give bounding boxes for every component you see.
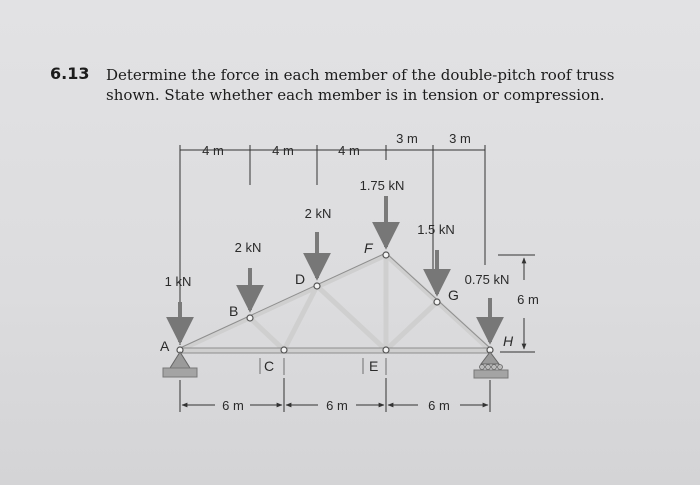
bottom-dim-label-1: 6 m bbox=[222, 398, 244, 413]
truss-members bbox=[180, 255, 490, 350]
node-label-d: D bbox=[295, 271, 306, 287]
load-arrows bbox=[180, 196, 490, 342]
problem-number: 6.13 bbox=[50, 64, 90, 83]
top-dim-label-2: 4 m bbox=[272, 143, 294, 158]
top-dim-label-5: 3 m bbox=[449, 131, 471, 146]
node-f bbox=[383, 252, 389, 258]
node-label-f: F bbox=[364, 240, 373, 256]
top-dimension-line bbox=[180, 145, 485, 345]
roller-support bbox=[474, 352, 508, 378]
problem-text-line-2: shown. State whether each member is in tension or compression. bbox=[106, 86, 605, 104]
node-label-b: B bbox=[229, 303, 239, 319]
top-dim-label-4: 3 m bbox=[396, 131, 418, 146]
bottom-dim-label-3: 6 m bbox=[428, 398, 450, 413]
load-label-a: 1 kN bbox=[164, 274, 192, 289]
top-dim-label-1: 4 m bbox=[202, 143, 224, 158]
load-label-g: 1.5 kN bbox=[417, 222, 455, 237]
node-label-c: C bbox=[264, 358, 275, 374]
node-label-g: G bbox=[448, 287, 459, 303]
node-e bbox=[383, 347, 389, 353]
node-g bbox=[434, 299, 440, 305]
pin-support bbox=[163, 352, 197, 377]
load-label-h: 0.75 kN bbox=[464, 272, 510, 287]
node-label-a: A bbox=[160, 338, 170, 354]
node-c bbox=[281, 347, 287, 353]
load-label-f: 1.75 kN bbox=[359, 178, 405, 193]
load-label-b: 2 kN bbox=[234, 240, 262, 255]
node-b bbox=[247, 315, 253, 321]
top-dim-label-3: 4 m bbox=[338, 143, 360, 158]
load-label-d: 2 kN bbox=[304, 206, 332, 221]
node-label-e: E bbox=[369, 358, 379, 374]
node-label-h: H bbox=[503, 333, 514, 349]
bottom-dim-label-2: 6 m bbox=[326, 398, 348, 413]
node-d bbox=[314, 283, 320, 289]
height-dim-label: 6 m bbox=[517, 292, 539, 307]
problem-text-line-1: Determine the force in each member of the double-pitch roof truss bbox=[106, 66, 615, 84]
